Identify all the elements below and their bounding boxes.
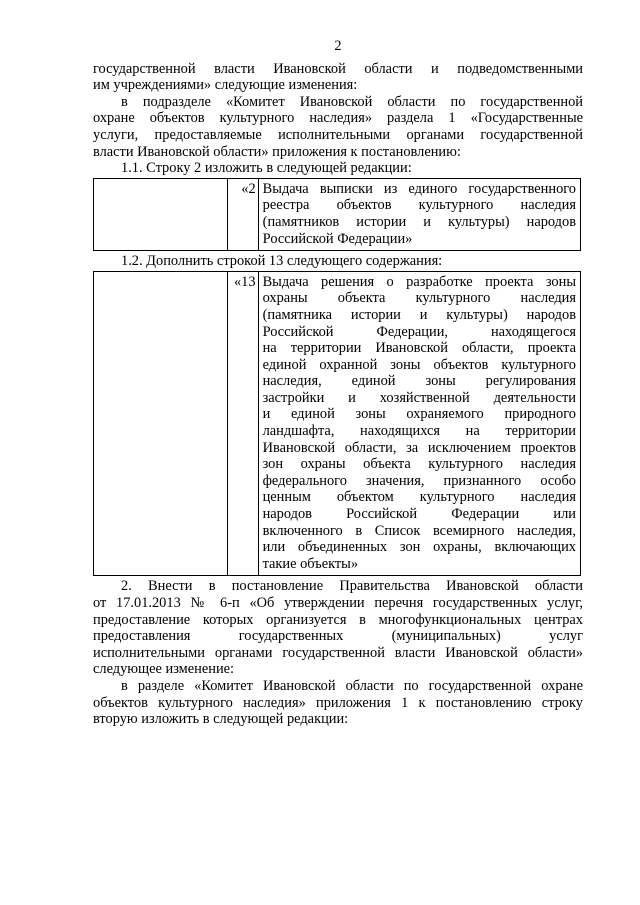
text-line: (памятника истории и культуры) народов — [262, 306, 576, 323]
text-line: и единой зоны охраняемого природного — [262, 406, 576, 423]
text-line: предоставления государственных (муниципальных) услуг — [93, 628, 583, 645]
text-line: такие объекты» — [262, 555, 359, 572]
text-line: в разделе «Комитет Ивановской области по государственной охране — [121, 677, 583, 694]
text-line: реестра объектов культурного наследия — [262, 197, 576, 214]
text-line: на территории Ивановской области, проекта — [262, 340, 576, 357]
service-description-cell — [258, 271, 580, 576]
text-line: в подразделе «Комитет Ивановской области по государственной — [121, 93, 583, 110]
table-row — [94, 271, 581, 576]
text-line: Российской Федерации» — [262, 230, 413, 247]
text-line: Российской Федерации, находящегося — [262, 323, 576, 340]
document-page — [93, 38, 583, 728]
text-line: ландшафта, находящихся на территории — [262, 423, 576, 440]
text-line: вторую изложить в следующей редакции: — [93, 711, 349, 728]
item-2-paragraph — [93, 578, 583, 678]
text-line: Выдача решения о разработке проекта зоны — [262, 273, 576, 290]
text-line: 1.2. Дополнить строкой 13 следующего содержания: — [121, 253, 443, 270]
text-line: им учреждениями» следующие изменения: — [93, 77, 358, 94]
text-line: государственной власти Ивановской области и подведомственными — [93, 60, 583, 77]
text-line: Выдача выписки из единого государственного — [262, 180, 576, 197]
text-line: объектов культурного наследия» приложения 1 к постановлению строку — [93, 694, 583, 711]
text-line: ценным объектом культурного наследия — [262, 489, 576, 506]
text-line: следующее изменение: — [93, 661, 235, 678]
item-1-1-heading — [93, 160, 583, 177]
text-line: исполнительными органами государственной власти Ивановской области» — [93, 644, 583, 661]
text-line: услуги, предоставляемые исполнительными органами государственной — [93, 126, 583, 143]
text-line: или объединенных зон охраны, включающих — [262, 539, 576, 556]
text-line: Ивановской области, за исключением проектов — [262, 439, 576, 456]
text-line: включенного в Список всемирного наследия, — [262, 522, 576, 539]
text-line: единой охранной зоны объектов культурного — [262, 356, 576, 373]
text-line: народов Российской Федерации или — [262, 506, 576, 523]
row-number-cell: «2 — [227, 178, 258, 250]
text-line: власти Ивановской области» приложения к постановлению: — [93, 143, 461, 160]
row-13-table — [93, 271, 581, 577]
text-line: зон охраны объекта культурного наследия — [262, 456, 576, 473]
row-2-table — [93, 178, 581, 251]
text-line: охране объектов культурного наследия» раздела 1 «Государственные — [93, 110, 583, 127]
intro-paragraph — [93, 61, 583, 94]
empty-cell — [94, 271, 228, 576]
text-line: 2. Внести в постановление Правительства Ивановской области — [121, 578, 583, 595]
text-line: федерального значения, признанного особо — [262, 472, 576, 489]
text-line: застройки и хозяйственной деятельности — [262, 389, 576, 406]
empty-cell — [94, 178, 228, 250]
service-description-cell — [258, 178, 580, 250]
item-1-2-heading — [93, 253, 583, 270]
text-line: (памятников истории и культуры) народов — [262, 213, 576, 230]
page-number: 2 — [334, 38, 342, 54]
text-line: предоставление которых организуется в многофункциональных центрах — [93, 611, 583, 628]
text-line: наследия, единой зоны регулирования — [262, 373, 576, 390]
row-number-cell: «13 — [227, 271, 258, 576]
text-line: 1.1. Строку 2 изложить в следующей редакции: — [121, 160, 412, 177]
table-row — [94, 178, 581, 250]
final-paragraph — [93, 678, 583, 728]
subsection-paragraph — [93, 94, 583, 160]
text-line: охраны объекта культурного наследия — [262, 290, 576, 307]
text-line: от 17.01.2013 № 6-п «Об утверждении перечня государственных услуг, — [93, 595, 583, 611]
